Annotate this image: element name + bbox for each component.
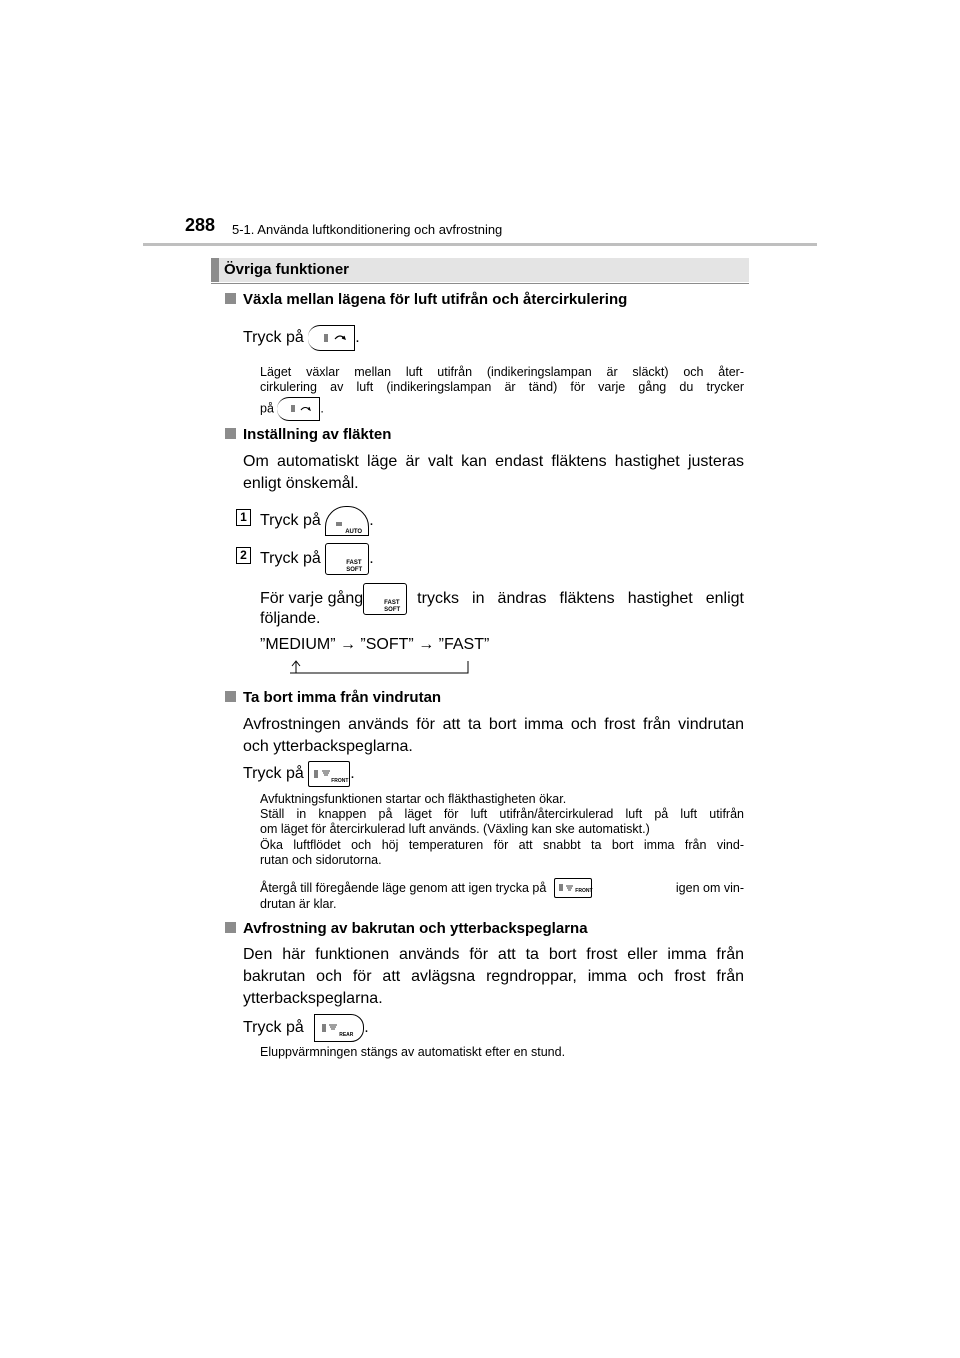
- rear-intro-line2: bakrutan och för att avlägsna regndroppar, imma och frost från: [243, 968, 744, 985]
- rear-intro-line1: Den här funktionen används för att ta bort frost eller imma från: [243, 946, 744, 963]
- fast-soft-button[interactable]: [325, 543, 369, 575]
- recirculation-button[interactable]: [308, 325, 355, 351]
- heading-recirculation: Växla mellan lägena för luft utifrån och återcirkulering: [225, 291, 627, 308]
- front-defroster-button[interactable]: [308, 761, 350, 787]
- defog-instruction: Tryck på FRONT .: [243, 761, 355, 787]
- recirculation-button-inline[interactable]: [277, 397, 320, 421]
- auto-button[interactable]: [325, 506, 369, 536]
- fan-sequence: ”MEDIUM” → ”SOFT” → ”FAST”: [260, 636, 490, 653]
- rear-defroster-button[interactable]: [314, 1014, 364, 1042]
- section-header-bar: [211, 258, 219, 282]
- bullet-square: [225, 922, 236, 933]
- auto-label: AUTO: [345, 529, 363, 535]
- bullet-square: [225, 428, 236, 439]
- defog-note4-line2: drutan är klar.: [260, 897, 337, 911]
- soft-label: SOFT: [346, 567, 363, 573]
- defog-note4-line1: Återgå till föregående läge genom att igen trycka på FRONT igen om vin-: [260, 878, 744, 898]
- step-number-1: 1: [236, 508, 251, 526]
- step-number-2: 2: [236, 546, 251, 564]
- section-header: [211, 258, 749, 282]
- recirc-note-line1: Läget växlar mellan luft utifrån (indikeringslampan är släckt) och åter-: [260, 365, 744, 379]
- recirculation-icon: [308, 326, 354, 350]
- rear-instruction: Tryck på REAR .: [243, 1014, 369, 1042]
- heading-rear-defroster: Avfrostning av bakrutan och ytterbackspeglarna: [225, 920, 588, 937]
- fan-step1: Tryck på AUTO .: [260, 506, 374, 536]
- bullet-square: [225, 691, 236, 702]
- front-label: FRONT: [575, 888, 593, 894]
- defog-note2-line2: om läget för återcirkulerad luft används. (Växling kan ske automatiskt.): [260, 822, 650, 836]
- recirc-note-line3: på .: [260, 397, 324, 421]
- heading-defog: Ta bort imma från vindrutan: [225, 689, 441, 706]
- cycle-return-arrow-icon: [289, 659, 469, 677]
- fan-cycle-line1: För varje gång FAST SOFT trycks in ändras fläktens hastighet enligt: [260, 583, 744, 615]
- fan-intro-line2: enligt önskemål.: [243, 475, 359, 492]
- front-label: FRONT: [331, 778, 349, 784]
- fast-label: FAST: [384, 600, 400, 606]
- page-number: 288: [185, 215, 216, 235]
- rear-label: REAR: [339, 1032, 354, 1038]
- section-underline: [211, 283, 749, 284]
- defog-note1: Avfuktningsfunktionen startar och fläkthastigheten ökar.: [260, 792, 567, 806]
- header-divider: [143, 243, 817, 246]
- front-defroster-button-inline[interactable]: [554, 878, 592, 898]
- defog-intro-line2: och ytterbackspeglarna.: [243, 738, 413, 755]
- defog-note3-line2: rutan och sidorutorna.: [260, 853, 382, 867]
- heading-fan: Inställning av fläkten: [225, 426, 391, 443]
- rear-intro-line3: ytterbackspeglarna.: [243, 990, 383, 1007]
- fan-step2: Tryck på FAST SOFT .: [260, 543, 374, 575]
- recirculation-icon: [277, 398, 319, 420]
- rear-note: Eluppvärmningen stängs av automatiskt efter en stund.: [260, 1045, 566, 1059]
- recirc-note-line2: cirkulering av luft (indikeringslampan är tänd) för varje gång du trycker: [260, 380, 744, 394]
- defog-note3-line1: Öka luftflödet och höj temperaturen för att snabbt ta bort imma från vind-: [260, 838, 744, 852]
- fast-soft-button-inline[interactable]: [363, 583, 407, 615]
- fast-label: FAST: [346, 560, 362, 566]
- defog-note2-line1: Ställ in knappen på läget för luft utifrån/återcirkulerad luft på luft utifrån: [260, 807, 744, 821]
- defog-intro-line1: Avfrostningen används för att ta bort imma och frost från vindrutan: [243, 716, 744, 733]
- fan-cycle-line2: följande.: [260, 610, 321, 627]
- bullet-square: [225, 293, 236, 304]
- soft-label: SOFT: [384, 607, 401, 613]
- recirc-instruction: Tryck på .: [243, 325, 360, 351]
- fan-intro-line1: Om automatiskt läge är valt kan endast fläktens hastighet justeras: [243, 453, 744, 470]
- chapter-title: 5-1. Använda luftkonditionering och avfrostning: [232, 222, 503, 237]
- section-title: Övriga funktioner: [224, 261, 350, 278]
